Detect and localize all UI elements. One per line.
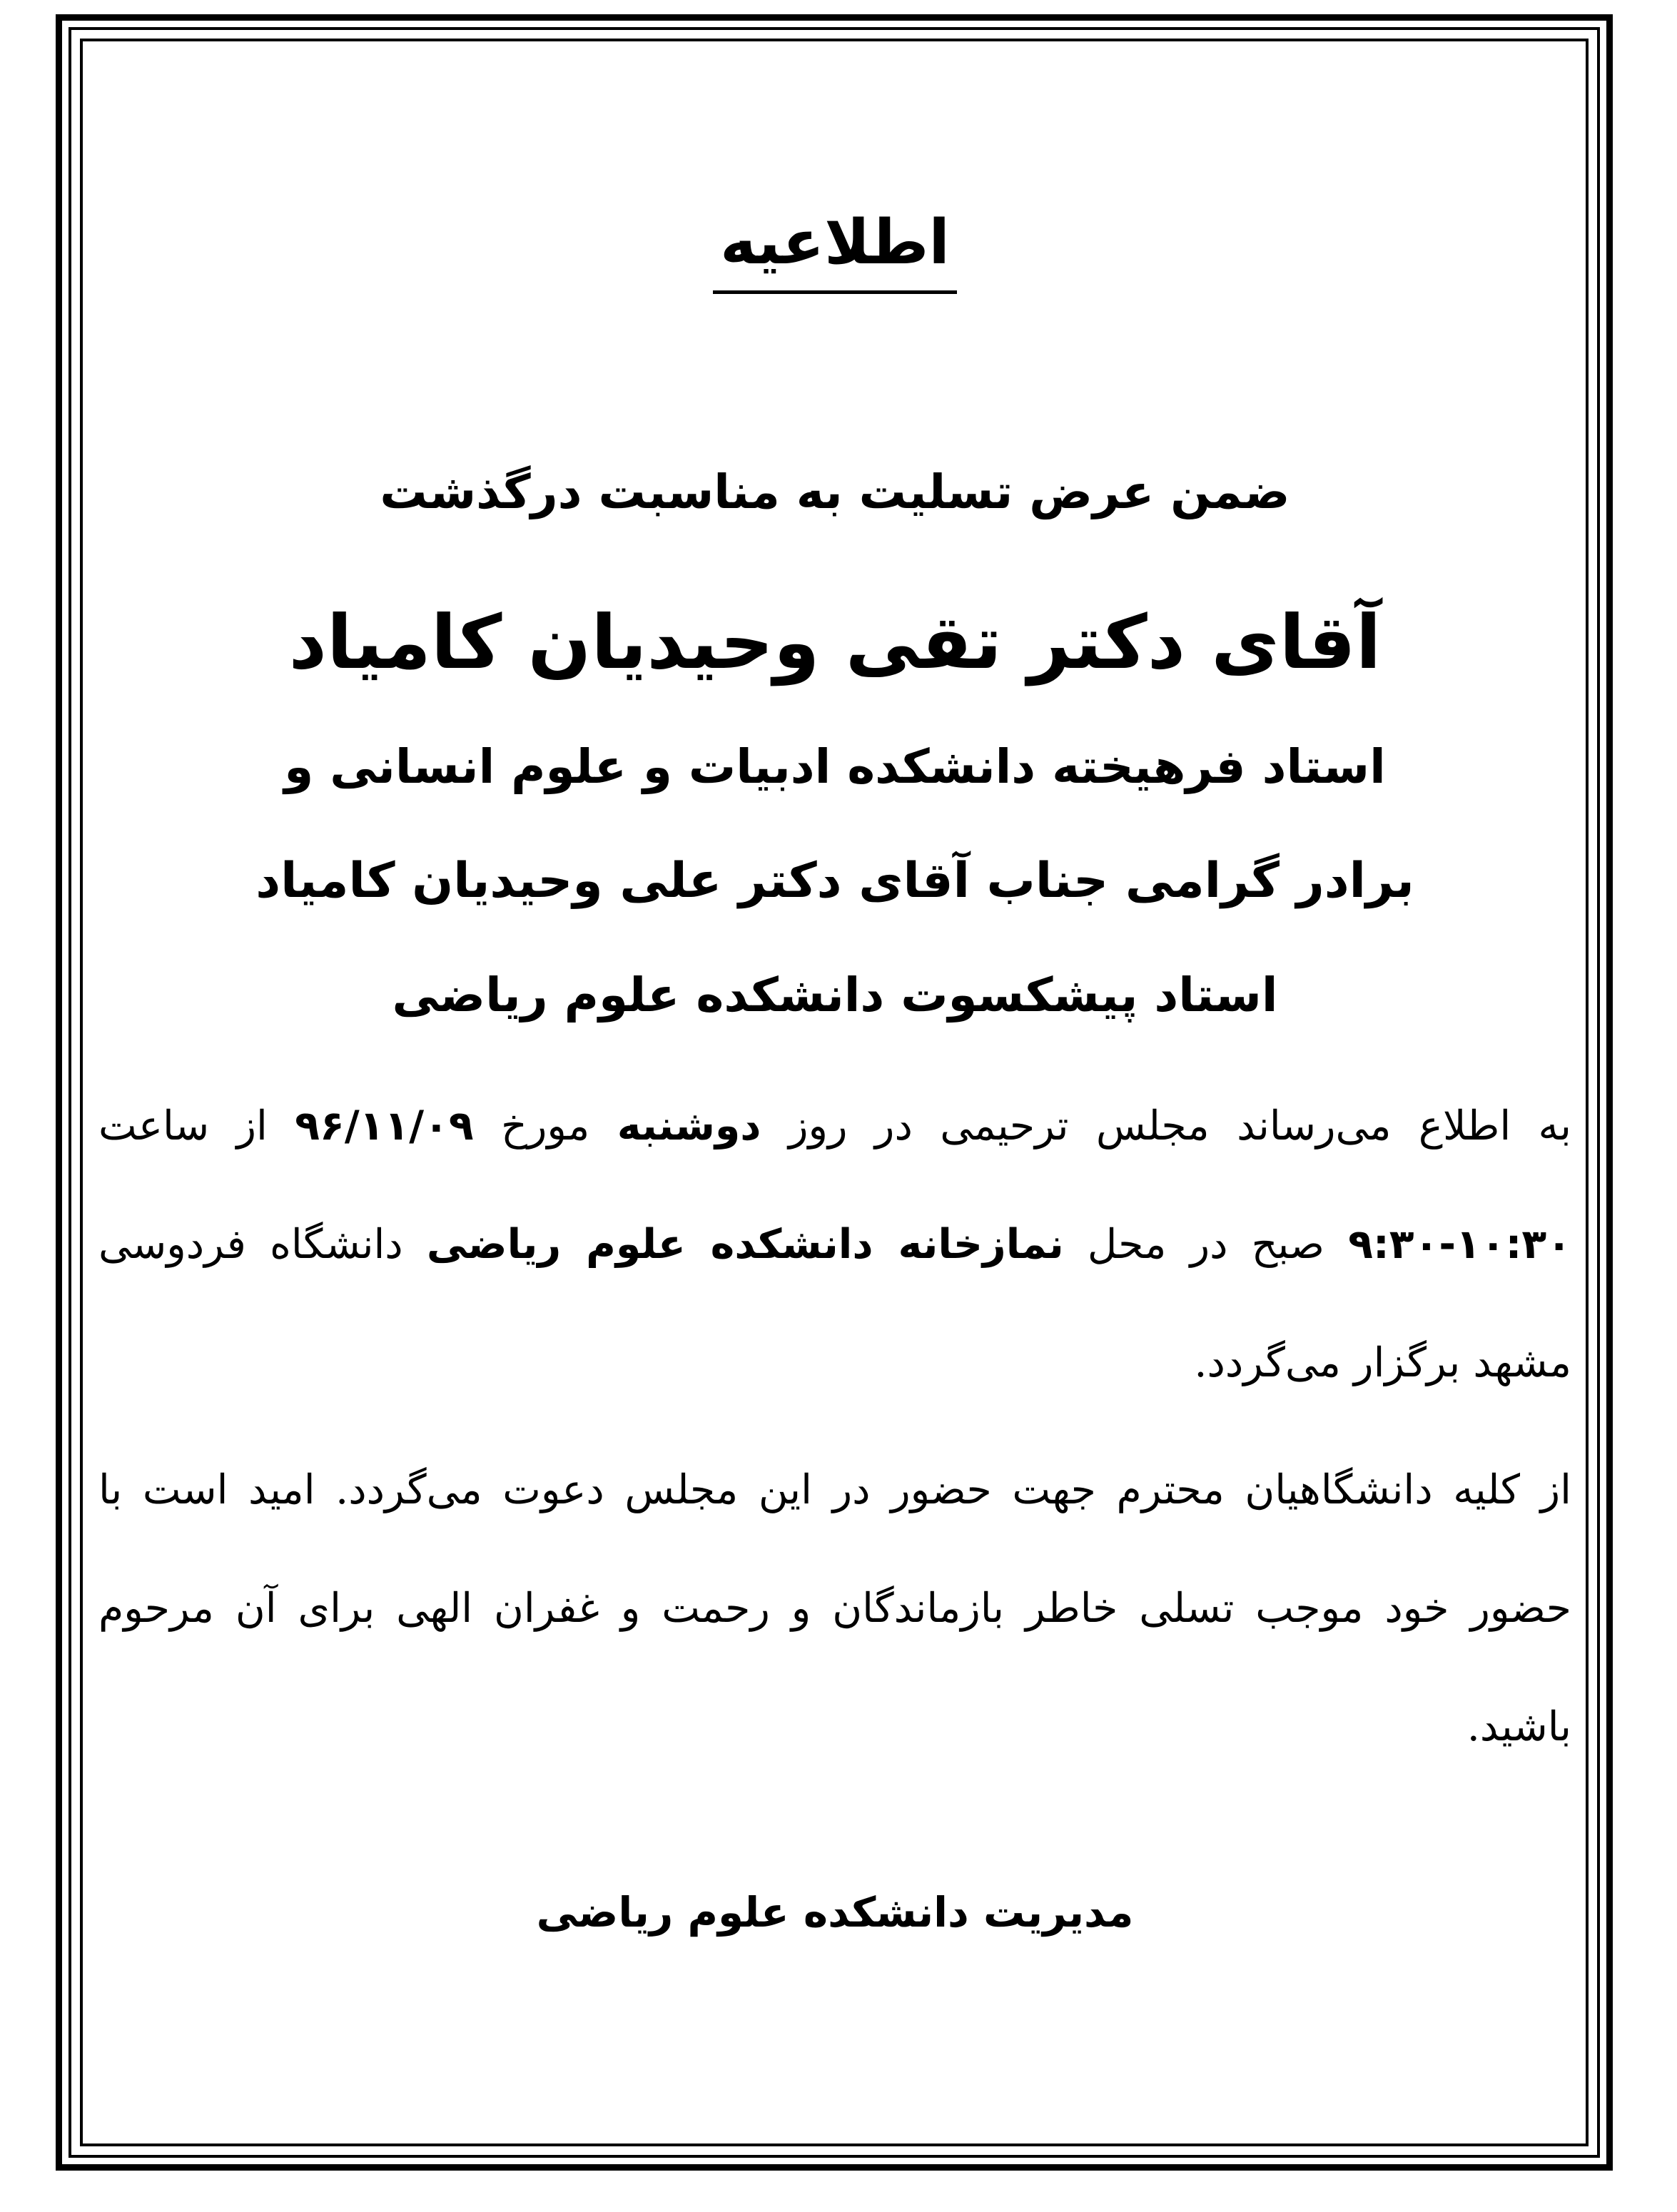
notice-title: اطلاعیه (713, 203, 957, 294)
signature: مدیریت دانشکده علوم ریاضی (536, 1888, 1134, 1937)
title-container (93, 203, 1577, 294)
ceremony-date: ۹۶/۱۱/۰۹ (295, 1102, 474, 1150)
ceremony-time: ۱۰:۳۰-۹:۳۰ (1348, 1221, 1571, 1268)
invitation-paragraph: از کلیه دانشگاهیان محترم جهت حضور در این مجلس دعوت می‌گردد. امید است با حضور خود موجب تسلی خاطر بازماندگان و رحمت و غفران الهی برای آن مرحوم باشید. (98, 1466, 1571, 1750)
ceremony-place: نمازخانه دانشکده علوم ریاضی (426, 1221, 1064, 1268)
brother-line: برادر گرامی جناب آقای دکتر علی وحیدیان کامیاد (255, 853, 1414, 909)
deceased-position: استاد فرهیخته دانشکده ادبیات و علوم انسانی و (284, 739, 1386, 794)
ceremony-text-2: مورخ (473, 1102, 617, 1150)
ceremony-text-1: به اطلاع می‌رساند مجلس ترحیمی در روز (761, 1102, 1571, 1150)
ceremony-text-4: صبح در محل (1063, 1221, 1349, 1268)
ceremony-text-3: از ساعت (98, 1102, 295, 1150)
ceremony-day: دوشنبه (617, 1102, 761, 1150)
ceremony-text-5: دانشگاه فردوسی مشهد برگزار می‌گردد. (98, 1221, 1571, 1386)
ceremony-paragraph (93, 1067, 1577, 1422)
deceased-name: آقای دکتر تقی وحیدیان کامیاد (288, 599, 1382, 686)
condolence-line: ضمن عرض تسلیت به مناسبت درگذشت (380, 465, 1290, 519)
brother-position: استاد پیشکسوت دانشکده علوم ریاضی (392, 968, 1278, 1023)
notice-content (93, 50, 1577, 2134)
